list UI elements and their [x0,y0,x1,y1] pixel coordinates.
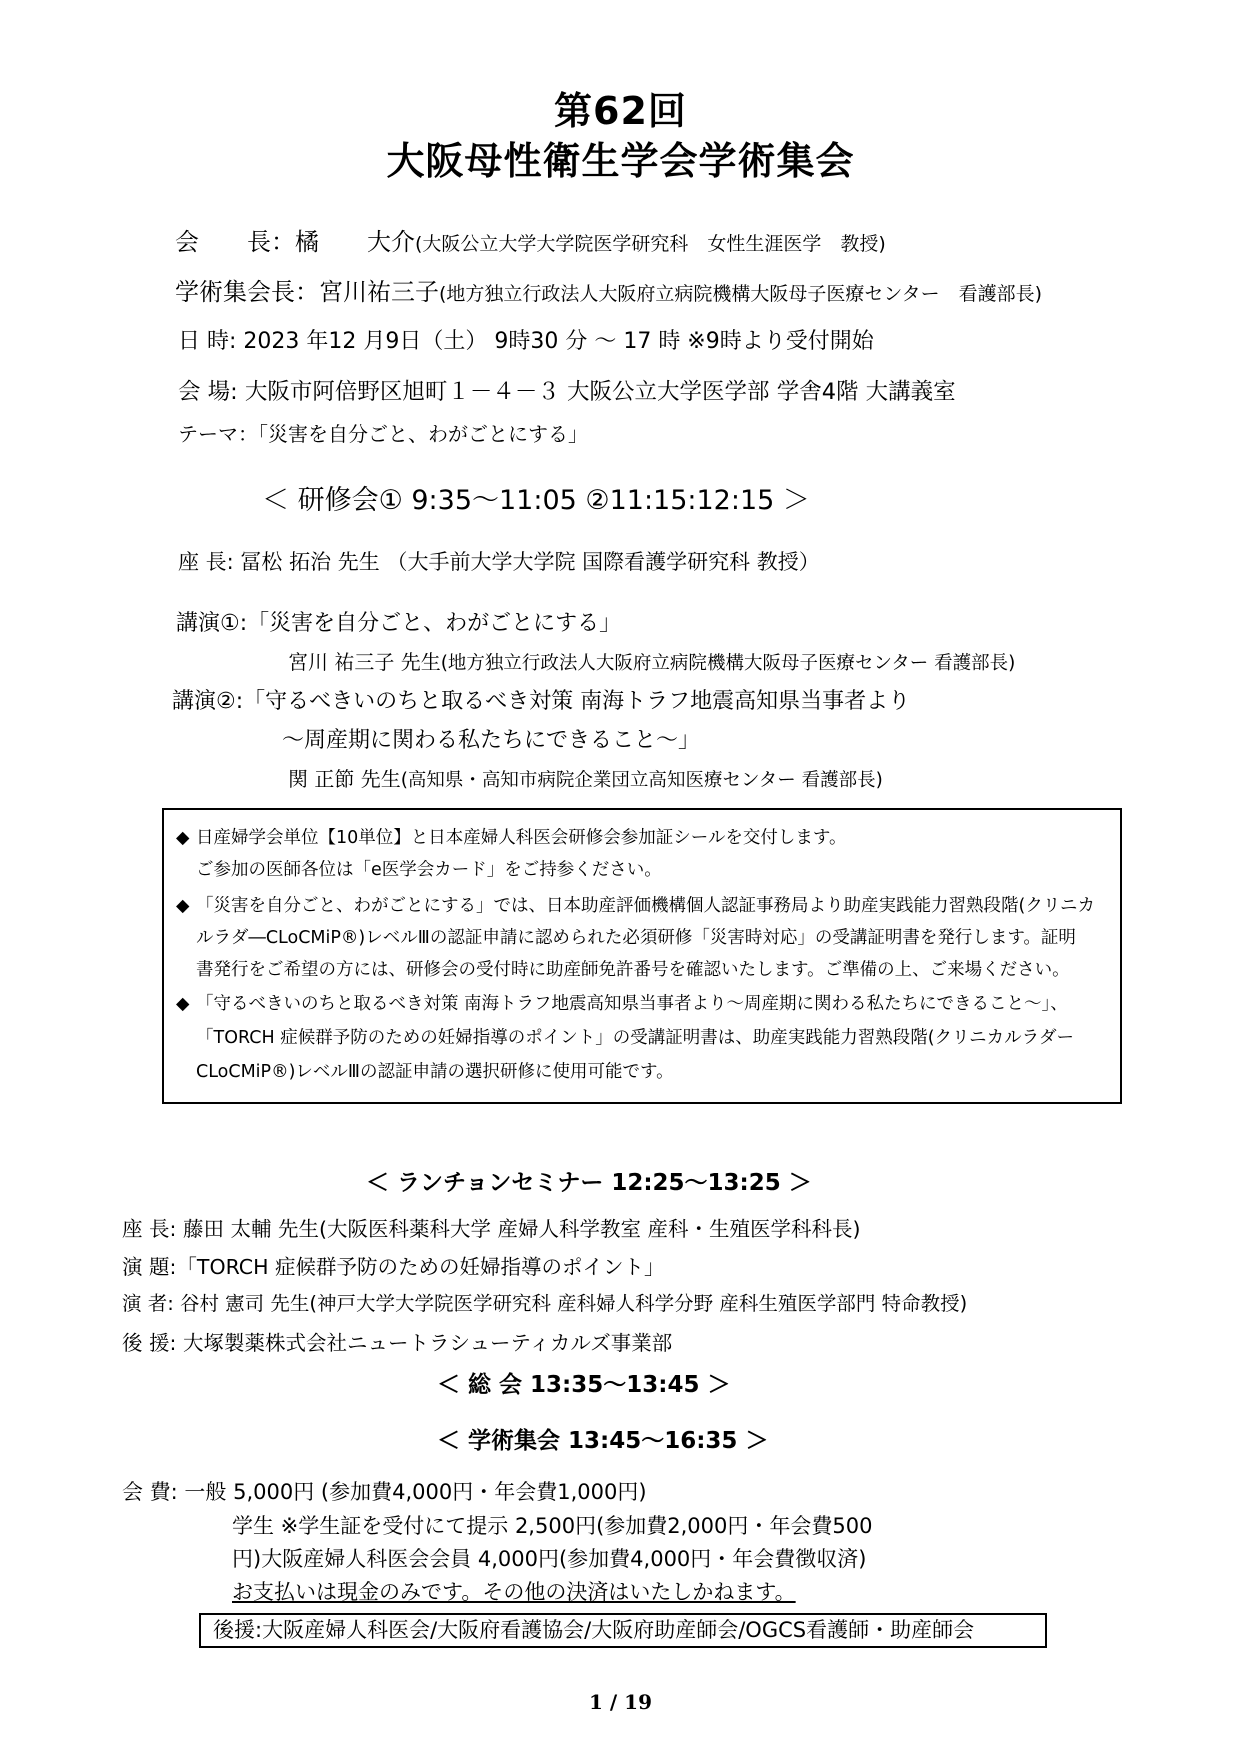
lecture2-label: 講演②: [172,689,244,714]
president-row [175,222,886,257]
title-line2: 大阪母性衛生学会学術集会 [386,139,855,183]
chair-label: 学術集会長： [175,278,319,306]
lecture1-speaker-row [288,646,1015,675]
diamond-bullet-icon: ◆ [176,896,190,916]
lecture1-label: 講演①: [176,611,248,636]
lunch-sponsor: 後 援: 大塚製薬株式会社ニュートラシューティカルズ事業部 [122,1331,673,1355]
academic-meeting-heading: ＜ 学術集会 13:45～16:35 ＞ [437,1428,769,1454]
fees-line2: 学生 ※学生証を受付にて提示 2,500円(参加費2,000円・年会費500 [232,1514,873,1538]
venue: 会 場: 大阪市阿倍野区旭町１－４－３ 大阪公立大学医学部 学舎4階 大講義室 [178,379,956,405]
lecture2-speaker-row [288,763,883,792]
title-line1: 第62回 [554,89,687,133]
note-3-line1: ◆ 「守るべきいのちと取るべき対策 南海トラフ地震高知県当事者より～周産期に関わる私たちにできること～」、 [176,994,1068,1014]
notes-box [162,808,1122,1104]
note-3-line2: 「TORCH 症候群予防のための妊婦指導のポイント」の受講証明書は、助産実践能力習熟段階(クリニカルラダー [196,1028,1074,1048]
lecture1-speaker: 宮川 祐三子 先生 [288,650,441,674]
lunch-heading: ＜ ランチョンセミナー 12:25～13:25 ＞ [366,1170,812,1196]
lecture2-title: 「守るべきいのちと取るべき対策 南海トラフ地震高知県当事者より [243,689,911,714]
lecture1-title: 「災害を自分ごと、わがごとにする」 [247,611,622,636]
president-label: 会 長： [175,228,295,256]
note-1-line2: ご参加の医師各位は「e医学会カード」をご持参ください。 [196,860,662,880]
lunch-chair: 座 長: 藤田 太輔 先生(大阪医科薬科大学 産婦人科学教室 産科・生殖医学科科長) [122,1217,861,1241]
lecture1-row [176,606,621,637]
lecture1-affiliation: (地方独立行政法人大阪府立病院機構大阪母子医療センター 看護部長) [440,653,1016,674]
lecture2-affiliation: (高知県・高知市病院企業団立高知医療センター 看護部長) [400,770,883,791]
chair-row [175,272,1042,307]
fees-line3: 円)大阪産婦人科医会会員 4,000円(参加費4,000円・年会費徴収済) [232,1547,867,1571]
workshop-heading: ＜ 研修会① 9:35～11:05 ②11:15:12:15 ＞ [262,485,810,516]
general-meeting-heading: ＜ 総 会 13:35～13:45 ＞ [437,1372,731,1398]
note-2-line2: ルラダ―CLoCMiP®)レベルⅢの認証申請に認められた必須研修「災害時対応」の受講証明書を発行します。証明 [196,928,1076,948]
lecture2-speaker: 関 正節 先生 [288,767,401,791]
note-1-line1: ◆ 日産婦学会単位【10単位】と日本産婦人科医会研修会参加証シールを交付します。 [176,828,847,848]
lecture2-row [172,684,910,715]
workshop-chair: 座 長: 冨松 拓治 先生 （大手前大学大学院 国際看護学研究科 教授） [178,550,820,574]
lunch-speaker: 演 者: 谷村 憲司 先生(神戸大学大学院医学研究科 産科婦人科学分野 産科生殖医学部門 特命教授) [122,1292,968,1315]
page-number: 1 / 19 [589,1690,652,1714]
chair-name: 宮川祐三子 [319,278,439,306]
president-name: 橘 大介 [295,228,415,256]
lecture2-subtitle: ～周産期に関わる私たちにできること～」 [282,728,701,753]
datetime: 日 時: 2023 年12 月9日（土） 9時30 分 ～ 17 時 ※9時より受付開始 [178,329,874,354]
fees-line1: 会 費: 一般 5,000円 (参加費4,000円・年会費1,000円) [122,1480,647,1504]
chair-affiliation: (地方独立行政法人大阪府立病院機構大阪母子医療センター 看護部長) [439,283,1043,305]
note-3-line3: CLoCMiP®)レベルⅢの認証申請の選択研修に使用可能です。 [196,1062,674,1082]
president-affiliation: (大阪公立大学大学院医学研究科 女性生涯医学 教授) [415,233,886,255]
lunch-topic: 演 題:「TORCH 症候群予防のための妊婦指導のポイント」 [122,1255,665,1279]
theme: テーマ：「災害を自分ごと、わがごとにする」 [178,422,588,446]
support-box: 後援:大阪産婦人科医会/大阪府看護協会/大阪府助産師会/OGCS看護師・助産師会 [199,1613,1047,1648]
diamond-bullet-icon: ◆ [176,994,190,1014]
note-2-line3: 書発行をご希望の方には、研修会の受付時に助産師免許番号を確認いたします。ご準備の上、ご来場ください。 [196,960,1070,980]
note-2-line1: ◆ 「災害を自分ごと、わがごとにする」では、日本助産評価機構個人認証事務局より助産実践能力習熟段階(クリニカ [176,896,1095,916]
diamond-bullet-icon: ◆ [176,828,190,848]
payment-note: お支払いは現金のみです。その他の決済はいたしかねます。 [232,1580,796,1604]
